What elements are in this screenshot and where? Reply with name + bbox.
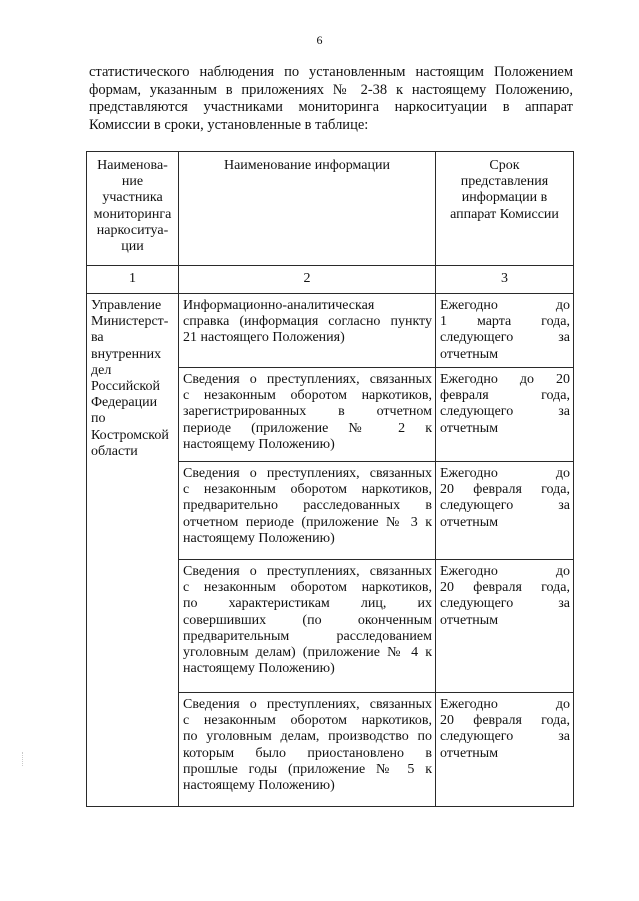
deadline-cell [436,560,574,693]
information-cell [179,294,436,368]
information-cell [179,462,436,560]
information-line: справка (информация согласно пункту [183,314,432,330]
deadline-line: следующего за [440,498,570,514]
deadline-line: следующего за [440,330,570,346]
information-cell [179,368,436,462]
intro-line: Комиссии в сроки, установленные в таблице: [89,116,369,133]
header-line: Наименова- [97,158,168,173]
header-line: ние [121,174,144,190]
header-line: наркоситуа- [96,222,169,238]
information-line: периоде (приложение № 2 к [183,420,432,436]
information-line: по уголовным делам, производство по [183,729,432,745]
deadline-line: отчетным [440,745,499,761]
deadline-cell [436,368,574,462]
information-line: настоящему Положению) [183,661,335,677]
deadline-line: следующего за [440,729,570,745]
information-line: Сведения о преступлениях, связанных [183,372,432,387]
deadline-line: отчетным [440,612,499,628]
deadline-line: следующего за [440,404,570,420]
header-line: участника [102,190,163,206]
information-line: Сведения о преступлениях, связанных [183,697,432,712]
information-line: настоящему Положению) [183,436,335,452]
intro-line: статистического наблюдения по установленным настоящим Положением [89,64,573,80]
information-cell [179,693,436,807]
header-line: информации в [461,190,548,206]
scan-margin-mark [22,752,24,766]
header-line: аппарат Комиссии [450,206,559,222]
participant-line: Федерации [91,395,158,411]
participant-line: дел [91,362,112,378]
deadline-cell [436,693,574,807]
participant-line: ва [91,330,104,346]
deadline-line: 20 февраля года, [440,482,570,498]
column-number-cell: 1 [87,266,179,294]
participant-line: Российской [91,379,160,395]
participant-line: внутренних [91,346,162,362]
reporting-deadlines-table [86,151,574,807]
header-line: Наименование информации [223,158,391,173]
deadline-line: Ежегодно до 20 [440,372,570,387]
deadline-line: отчетным [440,514,499,530]
deadline-line: Ежегодно до [440,564,570,579]
information-line: уголовным делам) (приложение № 4 к [183,645,432,661]
information-line: Сведения о преступлениях, связанных [183,564,432,579]
participant-line: области [91,443,138,459]
deadline-line: 20 февраля года, [440,713,570,729]
header-cell-deadline [436,152,574,266]
information-line: Сведения о преступлениях, связанных [183,466,432,481]
information-cell [179,560,436,693]
participant-cell [87,294,179,807]
header-line: ции [121,239,144,255]
information-line: с незаконным оборотом наркотиков, [183,482,432,498]
deadline-cell [436,294,574,368]
page-number: 6 [316,33,323,47]
deadline-line: Ежегодно до [440,466,570,481]
header-cell-information [179,152,436,266]
information-line: с незаконным оборотом наркотиков, [183,580,432,596]
deadline-cell [436,462,574,560]
column-number-cell: 3 [436,266,574,294]
deadline-line: отчетным [440,346,499,362]
information-line: с незаконным оборотом наркотиков, [183,388,432,404]
deadline-line: следующего за [440,596,570,612]
header-line: представления [460,174,549,190]
header-cell-participant [87,152,179,266]
information-line: с незаконным оборотом наркотиков, [183,713,432,729]
participant-line: Управление [91,298,162,313]
information-line: отчетном периоде (приложение № 3 к [183,514,432,530]
intro-paragraph [89,64,573,134]
deadline-line: февраля года, [440,388,570,404]
participant-line: Министерст- [91,314,169,330]
information-line: 21 настоящего Положения) [183,330,345,346]
header-line: Срок [489,158,520,173]
information-line: предварительным расследованием [183,628,432,644]
table-header-row [87,152,574,266]
intro-line: формам, указанным в приложениях № 2-38 к настоящему Положению, [89,81,573,98]
information-line: зарегистрированных в отчетном [183,404,432,420]
table-row [87,294,574,368]
column-number-cell: 2 [179,266,436,294]
deadline-line: отчетным [440,420,499,436]
information-line: настоящему Положению) [183,530,335,546]
intro-line: представляются участниками мониторинга наркоситуации в аппарат [89,99,573,116]
deadline-line: 20 февраля года, [440,580,570,596]
information-line: которым было приостановлено в [183,745,432,761]
deadline-line: 1 марта года, [440,314,570,330]
deadline-line: Ежегодно до [440,697,570,712]
deadline-line: Ежегодно до [440,298,570,313]
column-number-row [87,266,574,294]
participant-line: по [91,411,106,427]
header-line: мониторинга [93,206,172,222]
information-line: настоящему Положению) [183,778,335,794]
information-line: совершивших (по оконченным [183,612,432,628]
information-line: Информационно-аналитическая [183,298,375,313]
participant-line: Костромской [91,427,169,443]
information-line: по характеристикам лиц, их [183,596,432,612]
information-line: предварительно расследованных в [183,498,432,514]
information-line: прошлые годы (приложение № 5 к [183,761,432,777]
